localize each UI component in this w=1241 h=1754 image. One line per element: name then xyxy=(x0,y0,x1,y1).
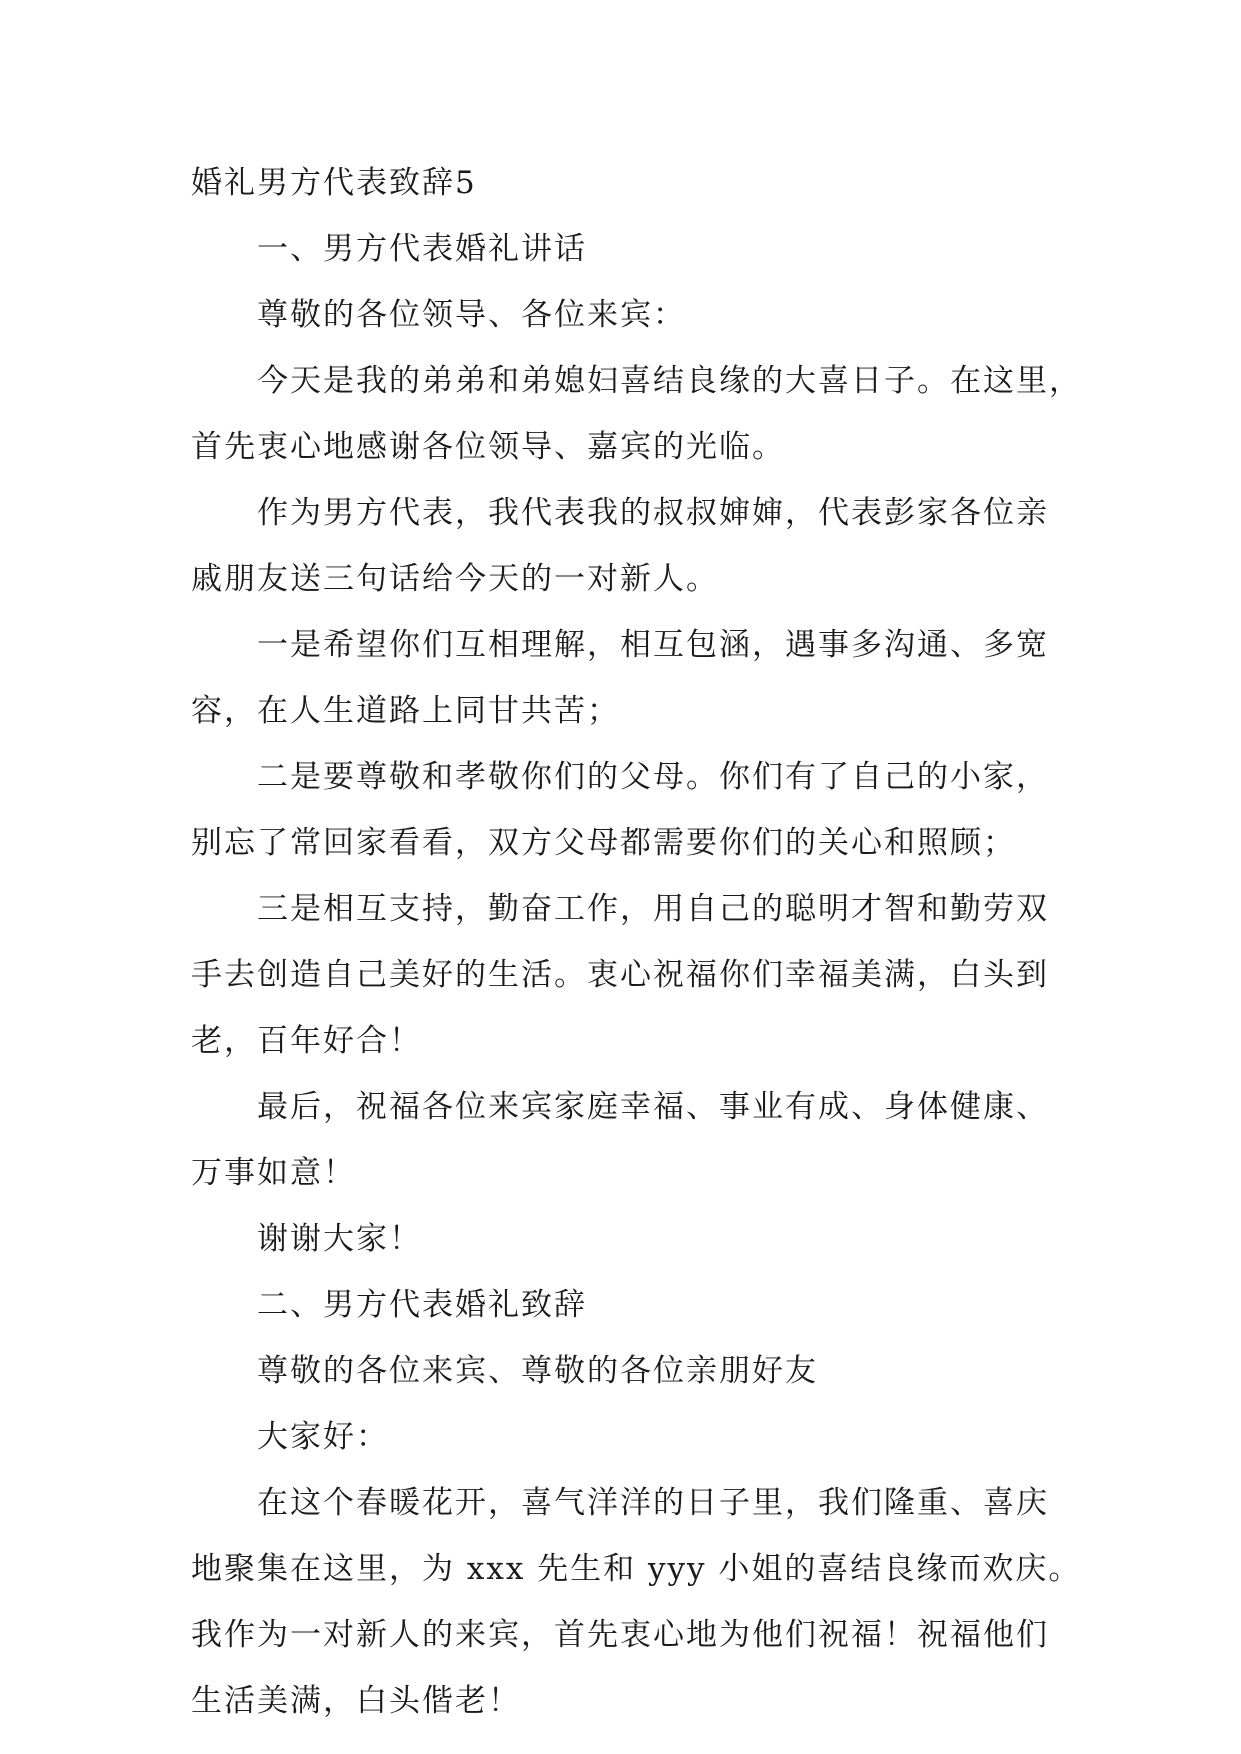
thanks-line: 谢谢大家！ xyxy=(257,1221,422,1257)
paragraph-line: 万事如意！ xyxy=(191,1155,356,1191)
document-title: 婚礼男方代表致辞5 xyxy=(191,165,477,201)
document-body xyxy=(191,150,1081,1734)
greeting-line: 大家好： xyxy=(257,1419,389,1455)
paragraph-line: 一是希望你们互相理解，相互包涵，遇事多沟通、多宽 xyxy=(257,627,1049,663)
paragraph-line: 三是相互支持，勤奋工作，用自己的聪明才智和勤劳双 xyxy=(257,891,1049,927)
section-heading-2: 二、男方代表婚礼致辞 xyxy=(257,1287,587,1323)
salutation-2: 尊敬的各位来宾、尊敬的各位亲朋好友 xyxy=(257,1353,818,1389)
paragraph-line: 戚朋友送三句话给今天的一对新人。 xyxy=(191,561,719,597)
paragraph-line: 手去创造自己美好的生活。衷心祝福你们幸福美满，白头到 xyxy=(191,957,1049,993)
paragraph-line: 今天是我的弟弟和弟媳妇喜结良缘的大喜日子。在这里， xyxy=(257,363,1082,399)
paragraph-line: 作为男方代表，我代表我的叔叔婶婶，代表彭家各位亲 xyxy=(257,495,1049,531)
paragraph-line: 老，百年好合！ xyxy=(191,1023,422,1059)
paragraph-line: 别忘了常回家看看，双方父母都需要你们的关心和照顾； xyxy=(191,825,1016,861)
paragraph-line: 首先衷心地感谢各位领导、嘉宾的光临。 xyxy=(191,429,785,465)
paragraph-line: 地聚集在这里，为 xxx 先生和 yyy 小姐的喜结良缘而欢庆。 xyxy=(191,1551,1082,1587)
paragraph-line: 生活美满，白头偕老！ xyxy=(191,1683,521,1719)
section-heading-1: 一、男方代表婚礼讲话 xyxy=(257,231,587,267)
paragraph-line: 最后，祝福各位来宾家庭幸福、事业有成、身体健康、 xyxy=(257,1089,1049,1125)
paragraph-line: 容，在人生道路上同甘共苦； xyxy=(191,693,620,729)
paragraph-line: 在这个春暖花开，喜气洋洋的日子里，我们隆重、喜庆 xyxy=(257,1485,1049,1521)
paragraph-line: 二是要尊敬和孝敬你们的父母。你们有了自己的小家， xyxy=(257,759,1049,795)
salutation-1: 尊敬的各位领导、各位来宾： xyxy=(257,297,686,333)
paragraph-line: 我作为一对新人的来宾，首先衷心地为他们祝福！祝福他们 xyxy=(191,1617,1049,1653)
